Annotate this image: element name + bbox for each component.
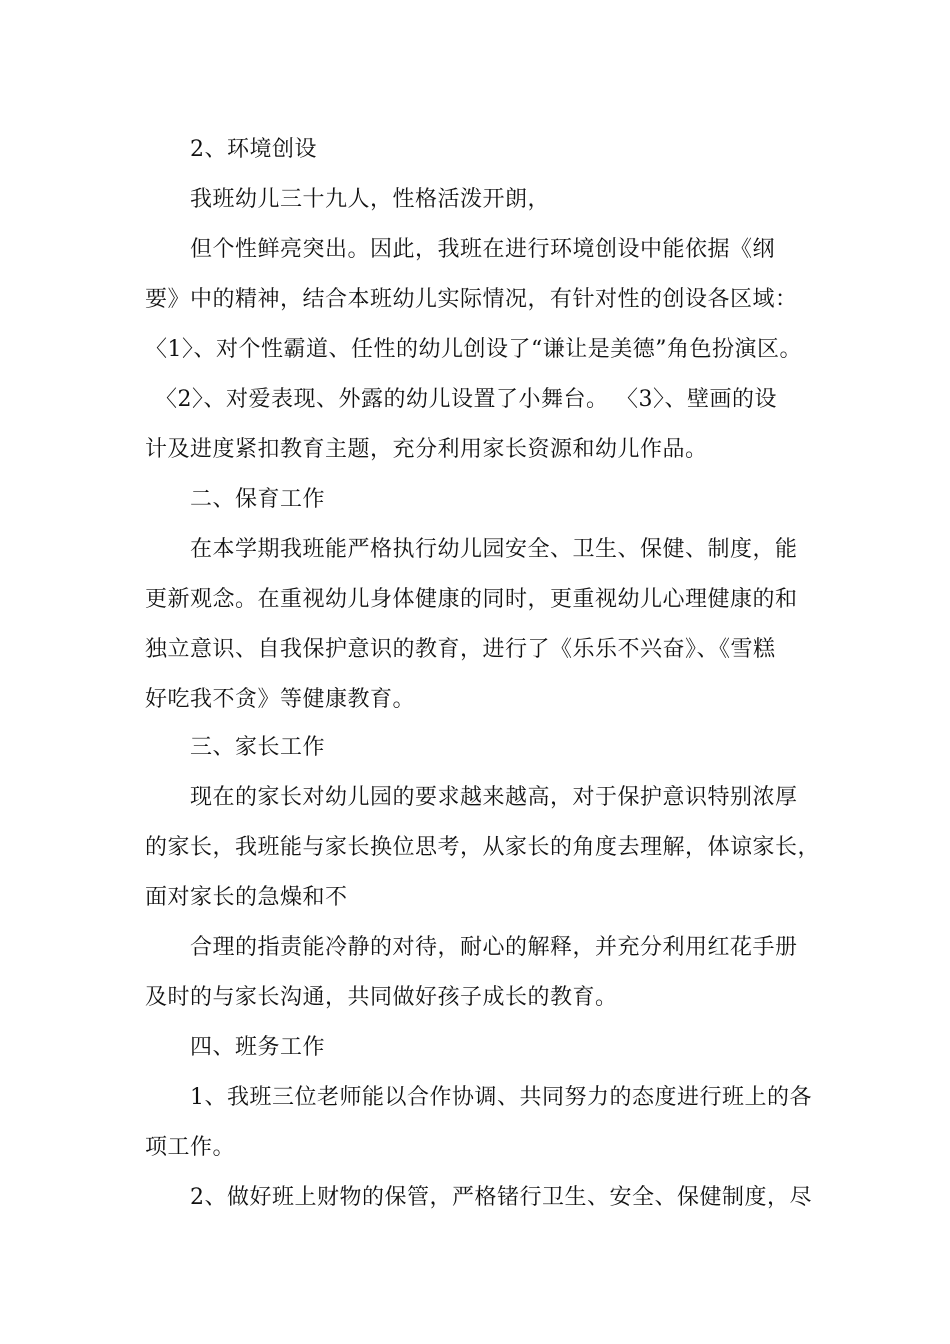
section-heading-parents: 三、家长工作 <box>190 735 326 760</box>
paragraph-line: 在本学期我班能严格执行幼儿园安全、卫生、保健、制度，能 <box>190 537 798 562</box>
section-heading-environment: 2、环境创设 <box>190 137 317 162</box>
paragraph-line: 现在的家长对幼儿园的要求越来越高，对于保护意识特别浓厚 <box>190 785 798 810</box>
paragraph-line: 我班幼儿三十九人，性格活泼开朗， <box>190 187 551 212</box>
paragraph-line: 独立意识、自我保护意识的教育，进行了《乐乐不兴奋》、《雪糕 <box>145 637 776 662</box>
paragraph-line: 2、做好班上财物的保管，严格锗行卫生、安全、保健制度，尽 <box>190 1185 812 1210</box>
paragraph-line: 项工作。 <box>145 1135 236 1160</box>
section-heading-care: 二、保育工作 <box>190 487 326 512</box>
paragraph-line: 〈1〉、对个性霸道、任性的幼儿创设了“谦让是美德”角色扮演区。 <box>145 337 802 362</box>
paragraph-line: 要》中的精神，结合本班幼儿实际情况，有针对性的创设各区域： <box>145 287 798 312</box>
section-heading-class-affairs: 四、班务工作 <box>190 1035 326 1060</box>
paragraph-line: 1、我班三位老师能以合作协调、共同努力的态度进行班上的各 <box>190 1085 812 1110</box>
paragraph-line: 及时的与家长沟通，共同做好孩子成长的教育。 <box>145 985 618 1010</box>
paragraph-line: 合理的指责能冷静的对待，耐心的解释，并充分利用红花手册 <box>190 935 798 960</box>
paragraph-line: 的家长，我班能与家长换位思考，从家长的角度去理解，体谅家长， <box>145 835 821 860</box>
paragraph-line: 〈2〉、对爱表现、外露的幼儿设置了小舞台。 〈3〉、壁画的设 <box>155 387 777 412</box>
paragraph-line: 但个性鲜亮突出。因此，我班在进行环境创设中能依据《纲 <box>190 237 776 262</box>
paragraph-line: 面对家长的急燥和不 <box>145 885 348 910</box>
paragraph-line: 好吃我不贪》等健康教育。 <box>145 687 416 712</box>
paragraph-line: 计及进度紧扣教育主题，充分利用家长资源和幼儿作品。 <box>145 437 708 462</box>
paragraph-line: 更新观念。在重视幼儿身体健康的同时，更重视幼儿心理健康的和 <box>145 587 798 612</box>
